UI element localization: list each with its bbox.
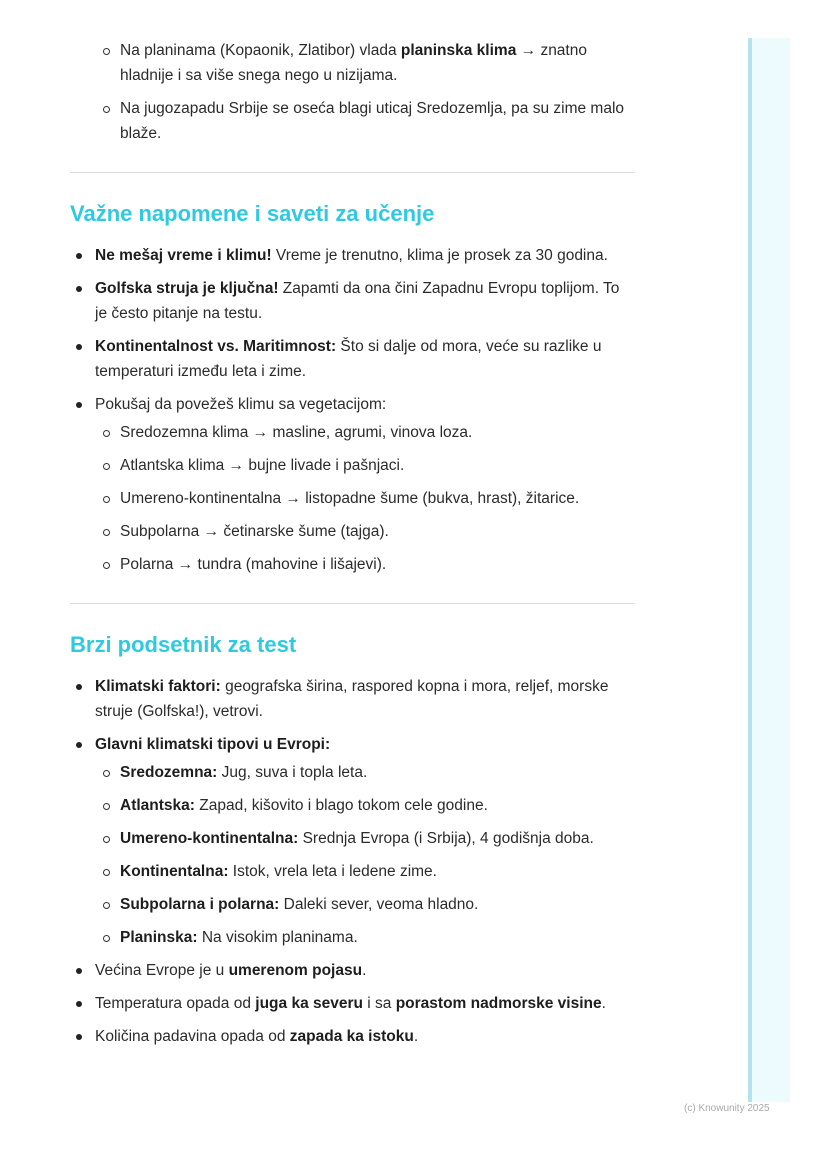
list-item: Atlantska klima → bujne livade i pašnjaci. bbox=[95, 453, 635, 478]
margin-sidebar bbox=[748, 38, 790, 1102]
list-item: Ne mešaj vreme i klimu! Vreme je trenutno, klima je prosek za 30 godina. bbox=[70, 243, 635, 268]
list-item: Umereno-kontinentalna → listopadne šume (bukva, hrast), žitarice. bbox=[95, 486, 635, 511]
list-item: Većina Evrope je u umerenom pojasu. bbox=[70, 958, 635, 983]
list-item: Umereno-kontinentalna: Srednja Evropa (i Srbija), 4 godišnja doba. bbox=[95, 826, 635, 851]
list-item: Sredozemna klima → masline, agrumi, vinova loza. bbox=[95, 420, 635, 445]
list-item: Sredozemna: Jug, suva i topla leta. bbox=[95, 760, 635, 785]
copyright-footer: (c) Knowunity 2025 bbox=[684, 1103, 770, 1114]
list-item: Na planinama (Kopaonik, Zlatibor) vlada planinska klima → znatno hladnije i sa više snega nego u nizijama. bbox=[70, 38, 635, 88]
list-item: Klimatski faktori: geografska širina, raspored kopna i mora, reljef, morske struje (Golfska!), vetrovi. bbox=[70, 674, 635, 724]
list-item: Glavni klimatski tipovi u Evropi: Sredozemna: Jug, suva i topla leta. Atlantska: Zapad, kišovito i blago tokom cele godine. Umereno-kontinentalna: Srednja Evropa (i Srbija), 4 godišnja doba. Kontinentalna: Istok, vrela leta i ledene zime. Subpolarna i polarna: Daleki sever, veoma hladno. Planinska: Na visokim planinama. bbox=[70, 732, 635, 950]
section-title-study-tips: Važne napomene i saveti za učenje bbox=[70, 201, 435, 226]
section-title-quick-reminder: Brzi podsetnik za test bbox=[70, 632, 297, 657]
list-item: Količina padavina opada od zapada ka istoku. bbox=[70, 1024, 635, 1049]
climate-types-list bbox=[95, 760, 635, 950]
document-content bbox=[70, 38, 635, 1057]
list-item: Kontinentalna: Istok, vrela leta i ledene zime. bbox=[95, 859, 635, 884]
divider bbox=[70, 603, 635, 604]
list-item: Golfska struja je ključna! Zapamti da ona čini Zapadnu Evropu toplijom. To je često pitanje na testu. bbox=[70, 276, 635, 326]
list-item: Temperatura opada od juga ka severu i sa porastom nadmorske visine. bbox=[70, 991, 635, 1016]
list-item: Planinska: Na visokim planinama. bbox=[95, 925, 635, 950]
list-item: Atlantska: Zapad, kišovito i blago tokom cele godine. bbox=[95, 793, 635, 818]
divider bbox=[70, 172, 635, 173]
list-item: Polarna → tundra (mahovine i lišajevi). bbox=[95, 552, 635, 577]
list-item: Na jugozapadu Srbije se oseća blagi uticaj Sredozemlja, pa su zime malo blaže. bbox=[70, 96, 635, 146]
list-item: Subpolarna → četinarske šume (tajga). bbox=[95, 519, 635, 544]
study-tips-list bbox=[70, 243, 635, 577]
list-item: Pokušaj da povežeš klimu sa vegetacijom: Sredozemna klima → masline, agrumi, vinova loza. Atlantska klima → bujne livade i pašnjaci. Umereno-kontinentalna → listopadne šume (bukva, hrast), žitarice. Subpolarna → četinarske šume (tajga). Polarna → tundra (mahovine i lišajevi). bbox=[70, 392, 635, 577]
quick-reminder-list bbox=[70, 674, 635, 1049]
list-item: Subpolarna i polarna: Daleki sever, veoma hladno. bbox=[95, 892, 635, 917]
vegetation-list bbox=[95, 420, 635, 577]
list-item: Kontinentalnost vs. Maritimnost: Što si dalje od mora, veće su razlike u temperaturi između leta i zime. bbox=[70, 334, 635, 384]
intro-list bbox=[70, 38, 635, 146]
